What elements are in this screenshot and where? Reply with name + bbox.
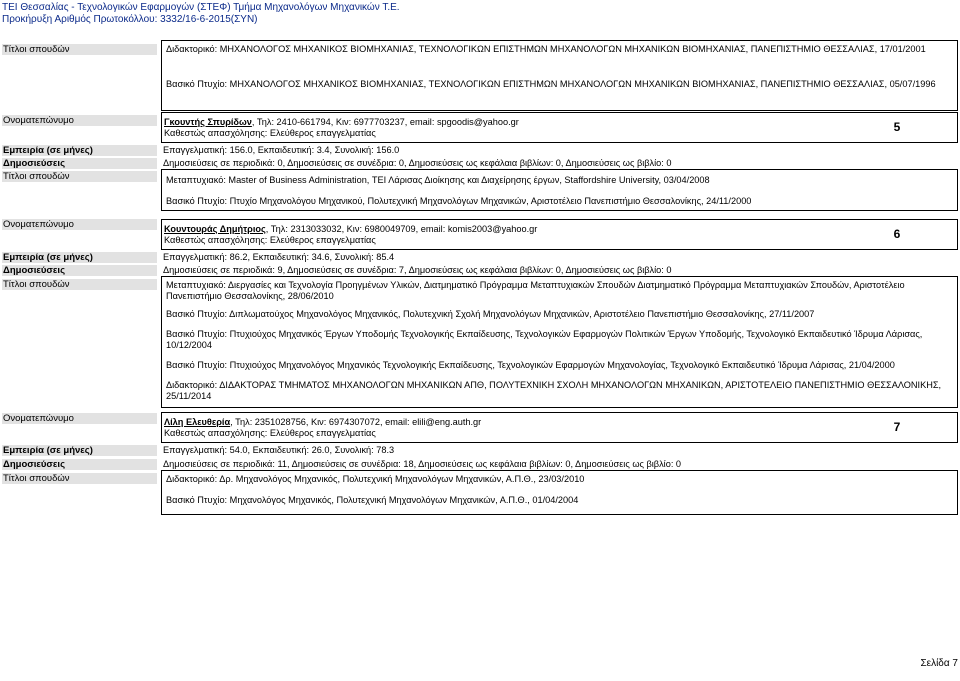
header-announcement: Προκήρυξη Αριθμός Πρωτοκόλλου: 3332/16-6-2015(ΣΥΝ) [2,14,258,25]
candidate-box [161,412,958,443]
titles-box [161,40,958,111]
header-institution: ΤΕΙ Θεσσαλίας - Τεχνολογικών Εφαρμογών (ΣΤΕΦ) Τμήμα Μηχανολόγων Μηχανικών Τ.Ε. [2,2,400,13]
label-titles: Τίτλοι σπουδών [2,171,157,182]
candidate-number: 6 [893,227,901,241]
candidate-status: Καθεστώς απασχόλησης: Ελεύθερος επαγγελματίας [164,235,376,245]
label-titles: Τίτλοι σπουδών [2,279,157,290]
experience-value: Επαγγελματική: 86.2, Εκπαιδευτική: 34.6, Συνολική: 85.4 [163,252,395,262]
title-entry: Μεταπτυχιακό: Διεργασίες και Τεχνολογία Προηγμένων Υλικών, Διατμηματικό Πρόγραμμα Μεταπτυχιακών Σπουδών Διατμηματικό Πρόγραμμα Μεταπτυχιακών Σπουδών, Αριστοτέλειο Πανεπιστήμιο Θεσσαλονίκης, 28/06/2010 [166,280,905,301]
publications-value: Δημοσιεύσεις σε περιοδικά: 0, Δημοσιεύσεις σε συνέδρια: 0, Δημοσιεύσεις ως κεφάλαια βιβλίων: 0, Δημοσιεύσεις ως βιβλίο: 0 [163,158,672,168]
candidate-status: Καθεστώς απασχόλησης: Ελεύθερος επαγγελματίας [164,428,376,438]
experience-value: Επαγγελματική: 54.0, Εκπαιδευτική: 26.0, Συνολική: 78.3 [163,445,395,455]
label-publications: Δημοσιεύσεις [2,459,157,470]
candidate-contact: , Τηλ: 2351028756, Κιν: 6974307072, email: elili@eng.auth.gr [230,417,482,427]
candidate-name: Λίλη Ελευθερία [164,417,231,427]
candidate-number: 7 [893,420,901,434]
publications-value: Δημοσιεύσεις σε περιοδικά: 9, Δημοσιεύσεις σε συνέδρια: 7, Δημοσιεύσεις ως κεφάλαια βιβλίων: 0, Δημοσιεύσεις ως βιβλίο: 0 [163,265,672,275]
label-publications: Δημοσιεύσεις [2,158,157,169]
label-name: Ονοματεπώνυμο [2,413,157,424]
label-experience: Εμπειρία (σε μήνες) [2,252,157,263]
title-entry: Μεταπτυχιακό: Master of Business Administration, ΤΕΙ Λάρισας Διοίκησης και Διαχείρησης έργων, Staffordshire University, 03/04/2008 [166,175,710,185]
title-entry: Βασικό Πτυχίο: Μηχανολόγος Μηχανικός, Πολυτεχνική Μηχανολόγων Μηχανικών, Α.Π.Θ., 01/04/2004 [166,495,579,505]
page-number: Σελίδα 7 [920,658,958,669]
label-experience: Εμπειρία (σε μήνες) [2,445,157,456]
title-entry: Βασικό Πτυχίο: ΜΗΧΑΝΟΛΟΓΟΣ ΜΗΧΑΝΙΚΟΣ ΒΙΟΜΗΧΑΝΙΑΣ, ΤΕΧΝΟΛΟΓΙΚΩΝ ΕΠΙΣΤΗΜΩΝ ΜΗΧΑΝΟΛΟΓΩΝ ΜΗΧΑΝΙΚΩΝ ΒΙΟΜΗΧΑΝΙΑΣ, ΠΑΝΕΠΙΣΤΗΜΙΟ ΘΕΣΣΑΛΙΑΣ, 05/07/1996 [166,79,936,89]
label-experience: Εμπειρία (σε μήνες) [2,145,157,156]
title-entry: Βασικό Πτυχίο: Διπλωματούχος Μηχανολόγος Μηχανικός, Πολυτεχνική Σχολή Μηχανολόγων Μηχανικών, Αριστοτέλειο Πανεπιστήμιο Θεσσαλονίκης, 27/11/2007 [166,309,815,319]
candidate-name: Γκουντής Σπυρίδων [164,117,252,127]
label-titles: Τίτλοι σπουδών [2,473,157,484]
title-entry: Βασικό Πτυχίο: Πτυχιούχος Μηχανικός Έργων Υποδομής Τεχνολογικής Εκπαίδευσης, Τεχνολογικών Εφαρμογών Πολιτικών Έργων Υποδομής, Τεχνολογικό Εκπαιδευτικό Ίδρυμα Λάρισας, 10/12/2004 [166,329,923,350]
experience-value: Επαγγελματική: 156.0, Εκπαιδευτική: 3.4, Συνολική: 156.0 [163,145,400,155]
candidate-contact: , Τηλ: 2410-661794, Κιν: 6977703237, email: spgoodis@yahoo.gr [251,117,519,127]
document-header [2,2,942,26]
title-entry: Διδακτορικό: ΜΗΧΑΝΟΛΟΓΟΣ ΜΗΧΑΝΙΚΟΣ ΒΙΟΜΗΧΑΝΙΑΣ, ΤΕΧΝΟΛΟΓΙΚΩΝ ΕΠΙΣΤΗΜΩΝ ΜΗΧΑΝΟΛΟΓΩΝ ΜΗΧΑΝΙΚΩΝ ΒΙΟΜΗΧΑΝΙΑΣ, ΠΑΝΕΠΙΣΤΗΜΙΟ ΘΕΣΣΑΛΙΑΣ, 17/01/2001 [166,44,926,54]
titles-box [161,169,958,211]
label-name: Ονοματεπώνυμο [2,115,157,126]
label-publications: Δημοσιεύσεις [2,265,157,276]
candidate-number: 5 [893,120,901,134]
candidate-box [161,112,958,143]
title-entry: Διδακτορικό: ΔΙΔΑΚΤΟΡΑΣ ΤΜΗΜΑΤΟΣ ΜΗΧΑΝΟΛΟΓΩΝ ΜΗΧΑΝΙΚΩΝ ΑΠΘ, ΠΟΛΥΤΕΧΝΙΚΗ ΣΧΟΛΗ ΜΗΧΑΝΟΛΟΓΩΝ ΜΗΧΑΝΙΚΩΝ, ΑΡΙΣΤΟΤΕΛΕΙΟ ΠΑΝΕΠΙΣΤΗΜΙΟ ΘΕΣΣΑΛΟΝΙΚΗΣ, 25/11/2014 [166,380,942,401]
title-entry: Βασικό Πτυχίο: Πτυχιούχος Μηχανολόγος Μηχανικός Τεχνολογικής Εκπαίδευσης, Τεχνολογικών Εφαρμογών Μηχανολογίας, Τεχνολογικό Εκπαιδευτικό Ίδρυμα Λάρισας, 21/04/2000 [166,360,895,370]
title-entry: Βασικό Πτυχίο: Πτυχίο Μηχανολόγου Μηχανικού, Πολυτεχνική Μηχανολόγων Μηχανικών, Αριστοτέλειο Πανεπιστήμιο Θεσσαλονίκης, 24/11/2000 [166,196,752,206]
candidate-name: Κουντουράς Δημήτριος [164,224,266,234]
titles-box [161,470,958,515]
candidate-status: Καθεστώς απασχόλησης: Ελεύθερος επαγγελματίας [164,128,376,138]
titles-box [161,276,958,408]
label-name: Ονοματεπώνυμο [2,219,157,230]
candidate-contact: , Τηλ: 2313033032, Κιν: 6980049709, email: komis2003@yahoo.gr [265,224,538,234]
title-entry: Διδακτορικό: Δρ. Μηχανολόγος Μηχανικός, Πολυτεχνική Μηχανολόγων Μηχανικών, Α.Π.Θ., 23/03/2010 [166,474,585,484]
candidate-box [161,219,958,250]
label-titles: Τίτλοι σπουδών [2,44,157,55]
publications-value: Δημοσιεύσεις σε περιοδικά: 11, Δημοσιεύσεις σε συνέδρια: 18, Δημοσιεύσεις ως κεφάλαια βιβλίων: 0, Δημοσιεύσεις ως βιβλίο: 0 [163,459,682,469]
